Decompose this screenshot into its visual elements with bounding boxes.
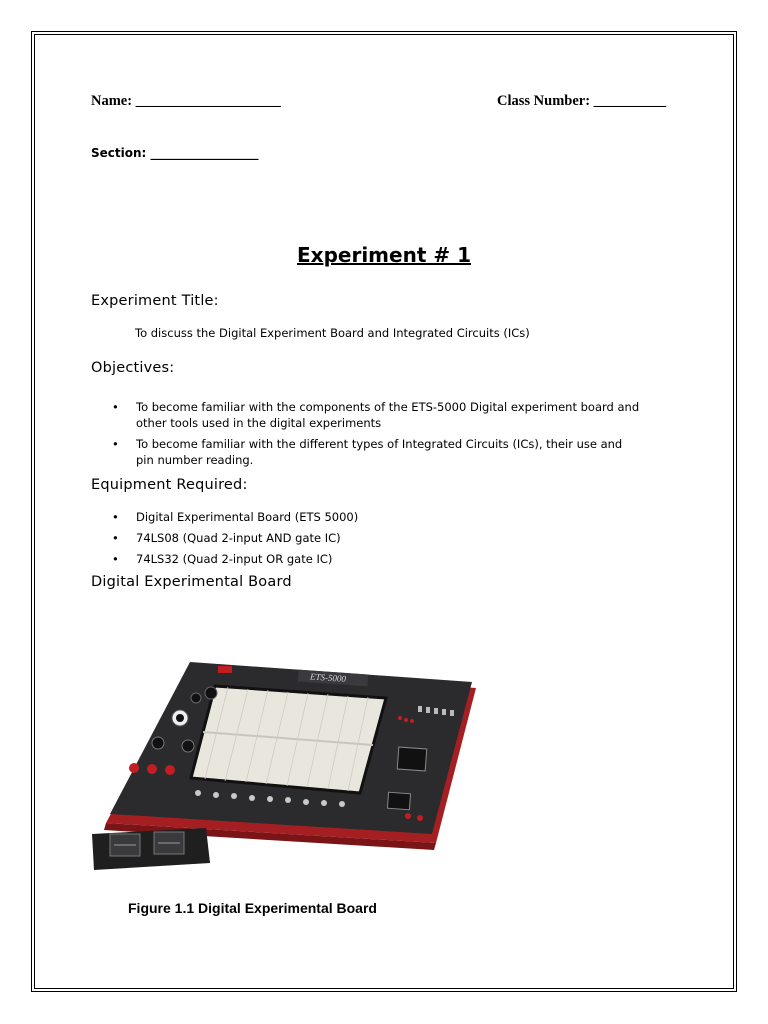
objectives-list — [112, 399, 639, 473]
equipment-item: 74LS32 (Quad 2-input OR gate IC) — [136, 552, 333, 566]
board-section-heading: Digital Experimental Board — [91, 574, 292, 590]
class-number-field: Class Number: __________ — [497, 93, 667, 109]
bullet-icon: • — [112, 510, 119, 524]
objective-line: To become familiar with the different types of Integrated Circuits (ICs), their use and — [136, 437, 623, 451]
objective-line: To become familiar with the components of the ETS-5000 Digital experiment board and — [136, 400, 640, 414]
equipment-item: 74LS08 (Quad 2-input AND gate IC) — [136, 531, 341, 545]
list-item — [112, 399, 639, 431]
list-item — [112, 551, 358, 567]
equipment-heading: Equipment Required: — [91, 477, 248, 493]
section-field: Section: __________________ — [91, 146, 259, 160]
list-item — [112, 509, 358, 525]
list-item — [112, 436, 639, 468]
digital-board-image — [88, 648, 478, 873]
list-item — [112, 530, 358, 546]
bullet-icon: • — [112, 400, 119, 414]
name-field: Name: ____________________ — [91, 93, 281, 109]
experiment-title-heading: Experiment Title: — [91, 293, 219, 309]
figure-caption: Figure 1.1 Digital Experimental Board — [128, 900, 377, 916]
equipment-list — [112, 509, 358, 572]
bullet-icon: • — [112, 552, 119, 566]
objective-line: pin number reading. — [136, 453, 254, 467]
experiment-heading: Experiment # 1 — [297, 243, 471, 267]
board-label: ETS-5000 — [309, 671, 347, 684]
objective-line: other tools used in the digital experiments — [136, 416, 382, 430]
equipment-item: Digital Experimental Board (ETS 5000) — [136, 510, 359, 524]
objectives-heading: Objectives: — [91, 360, 175, 376]
experiment-title-text: To discuss the Digital Experiment Board and Integrated Circuits (ICs) — [135, 326, 530, 340]
bullet-icon: • — [112, 437, 119, 451]
bullet-icon: • — [112, 531, 119, 545]
